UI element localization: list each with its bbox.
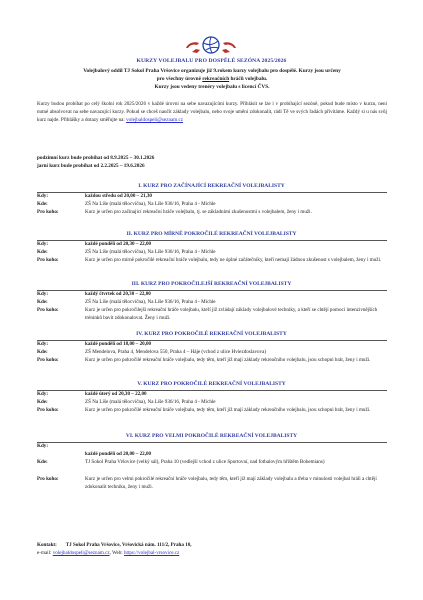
contact-web-label: Web: (112, 550, 123, 556)
intro-levels: pro všechny úrovně (156, 76, 201, 82)
where-label: Kde: (37, 249, 48, 255)
intro-text (34, 67, 390, 91)
course-6-divider (37, 442, 387, 443)
when-label: Kdy: (37, 341, 49, 347)
course-5-where: ZŠ Na Líše (malá tělocvična), Na Líše 936/16, Praha 4 - Michle (85, 399, 216, 405)
course-5-for-whom: Kurz je určen pro pokročilé rekreační hráče volejbalu, tedy těm, kteří již mají základy rekreačního volejbalu, jsou schopni hrát, ženy i muži. (85, 407, 371, 413)
course-1-where: ZŠ Na Líše (malá tělocvična), Na Líše 936/16, Praha 4 - Michle (85, 201, 216, 207)
where-label: Kde: (37, 459, 48, 465)
intro-players: hráčů volejbalu. (230, 76, 268, 82)
when-label: Kdy: (37, 291, 49, 297)
where-label: Kde: (37, 299, 48, 305)
course-2-when: každé pondělí od 20,30 – 22,00 (85, 241, 152, 247)
contact-label: Kontakt: (37, 542, 57, 548)
course-2-where: ZŠ Na Líše (malá tělocvična), Na Líše 936/16, Praha 4 - Michle (85, 249, 216, 255)
where-label: Kde: (37, 349, 48, 355)
course-4-when: každé pondělí od 18,00 – 20,00 (85, 341, 152, 347)
contact-email-prefix: e-mail: (37, 550, 52, 556)
course-3-when: každý čtvrtek od 20,30 – 22,00 (85, 291, 151, 297)
autumn-period: podzimní kurz bude probíhat od 8.9.2025 – 30.1.2026 (37, 155, 155, 161)
course-1-when: každou středu od 20,00 – 21,30 (85, 193, 152, 199)
for-whom-label: Pro koho: (37, 407, 59, 413)
contact-address: TJ Sokol Praha Vršovice, Vršovická nám. 111/2, Praha 10, (65, 542, 192, 548)
description-text: Kurzy budou probíhat po celý školní rok 2025/2026 v každé úrovni na sebe navazujícími kurzy. Přihlásit se lze i v probíhající sezóně, pokud bude místo v kurzu, není nutné absolvovat na sebe navazující kurzy. Pokud se chceš naučit základy volejbalu, nebo svoje umění zdokonalit, rádi Tě ve svých řadách přivítáme. Každý si u nás svůj kurz najde. Přihlášky a dotazy směřujte na: (37, 101, 387, 123)
course-3-title: III. KURZ PRO POKROČILEJŠÍ REKREAČNÍ VOLEJBALISTY (131, 281, 292, 287)
course-3-for-whom: Kurz je určen pro pokročilejší rekreační hráče volejbalu, kteří již zvládají základy volejbalové techniky, a kteří se chtějí pomocí intenzivnějších tréninků bavit zdokonalovat. Ženy i muži. (85, 307, 378, 321)
when-label: Kdy: (37, 193, 49, 199)
course-1-title: I. KURZ PRO ZAČÍNAJÍCÍ REKREAČNÍ VOLEJBALISTY (138, 183, 285, 189)
for-whom-label: Pro koho: (37, 307, 59, 313)
intro-line-1: Volejbalový oddíl TJ Sokol Praha Vršovice organizuje již 9.rokem kurzy volejbalu pro dospělé. Kurzy jsou určeny (83, 68, 341, 74)
course-2-title: II. KURZ PRO MÍRNĚ POKROČILÉ REKREAČNÍ VOLEJBALISTY (126, 231, 297, 237)
for-whom-label: Pro koho: (37, 357, 59, 363)
intro-recreational: rekreačních (202, 76, 230, 82)
course-6-when: každé pondělí od 20,00 – 22,00 (85, 451, 152, 457)
course-6-where: TJ Sokol Praha Vršovice (velký sál), Praha 10 (vedlejší vchod z ulice Sportovní, nad fotbalovým hřištěm Bohemians) (85, 459, 325, 465)
when-label: Kdy: (37, 443, 49, 449)
course-6-title: VI. KURZ PRO VELMI POKROČILÉ REKREAČNÍ VOLEJBALISTY (125, 433, 298, 439)
course-4-where: ZŠ Mendelova, Praha 4, Mendelova 550, Praha 4 – Háje (vchod z ulice Hviezdoslavova) (85, 349, 267, 355)
course-5-title: V. KURZ PRO POKROČILÉ REKREAČNÍ VOLEJBALISTY (137, 381, 286, 387)
intro-line-2 (34, 75, 390, 83)
intro-line-3: Kurzy jsou vedeny trenéry volejbalu s licencí ČVS. (154, 84, 270, 90)
where-label: Kde: (37, 201, 48, 207)
contact-web-link[interactable]: https://volejbal-vrsovice.cz (123, 550, 180, 556)
when-label: Kdy: (37, 241, 49, 247)
page-title: KURZY VOLEJBALU PRO DOSPĚLÉ SEZÓNA 2025/2026 (136, 58, 287, 64)
course-periods (37, 154, 154, 170)
contact-email-line (37, 549, 387, 557)
for-whom-label: Pro koho: (37, 476, 59, 482)
course-3-where: ZŠ Na Líše (malá tělocvična), Na Líše 936/16, Praha 4 - Michle (85, 299, 216, 305)
for-whom-label: Pro koho: (37, 209, 59, 215)
course-4-title: IV. KURZ PRO POKROČILÉ REKREAČNÍ VOLEJBALISTY (136, 331, 287, 337)
for-whom-label: Pro koho: (37, 257, 59, 263)
contact-line (37, 541, 387, 549)
contact-email-link[interactable]: volejbaldospeli@seznam.cz (52, 550, 110, 556)
when-label: Kdy: (37, 391, 49, 397)
description-email-link[interactable]: volejbaldospeli@seznam.cz (126, 116, 184, 123)
where-label: Kde: (37, 399, 48, 405)
course-4-for-whom: Kurz je určen pro pokročilé rekreační hráče volejbalu, tedy těm, kteří již mají základy rekreačního volejbalu, jsou schopni hrát, ženy i muži. (85, 357, 371, 363)
course-2-for-whom: Kurz je určen pro mírně pokročilé rekreační hráče volejbalu, tedy ne úplné začátečníky, kteří nemají žádnou zkušenost s volejbalem, ženy i muži. (85, 257, 382, 263)
description-paragraph (37, 101, 387, 124)
volleyball-logo (182, 34, 240, 56)
course-5-when: každé úterý od 20,30 – 22,00 (85, 391, 147, 397)
course-6-for-whom: Kurz je určen pro velmi pokročilé rekreační hráče volejbalu, tedy těm, kteří již mají základy volejbalu a třeba v minulosti volejbal hráli a chtějí zdokonalit techniku, ženy i muži. (85, 476, 377, 490)
spring-period: jarní kurz bude probíhat od 2.2.2025 – 19.6.2026 (37, 163, 145, 169)
course-1-for-whom: Kurz je určen pro začínající rekreační hráče volejbalu, tj. se základními zkušenostmi s volejbalem, ženy i muži. (85, 209, 312, 215)
contact-sep: , (109, 550, 113, 556)
